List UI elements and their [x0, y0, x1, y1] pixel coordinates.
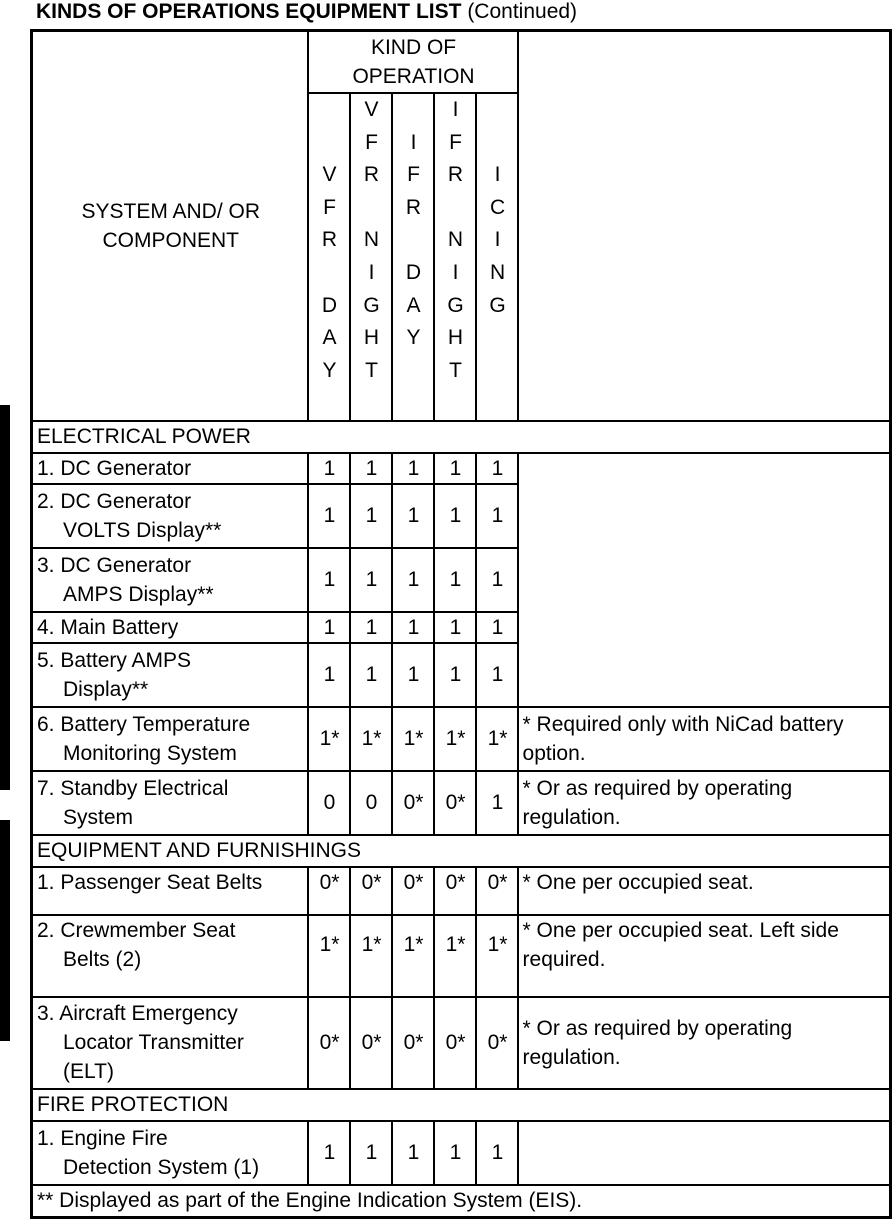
- value-cell: 1*: [308, 915, 350, 997]
- remark-cell: * Required only with NiCad battery option.: [518, 707, 891, 771]
- item-label: 7. Standby Electrical System: [32, 771, 308, 835]
- footnote-row: [32, 1185, 891, 1218]
- item-label: 2. Crewmember Seat Belts (2): [32, 915, 308, 997]
- system-header-line: COMPONENT: [102, 228, 239, 252]
- value-cell: 1*: [434, 707, 476, 771]
- value-cell: 1*: [476, 707, 518, 771]
- value-cell: 1: [350, 484, 392, 548]
- value-cell: 1*: [392, 707, 434, 771]
- system-header-line: SYSTEM AND/ OR: [81, 199, 261, 223]
- equipment-table: [30, 29, 892, 1219]
- item-label: 4. Main Battery: [32, 612, 308, 643]
- section-electrical-power: ELECTRICAL POWER: [32, 421, 891, 453]
- value-cell: 0*: [350, 867, 392, 915]
- footnote: ** Displayed as part of the Engine Indication System (EIS).: [32, 1185, 891, 1218]
- item-label: 3. DC Generator AMPS Display**: [32, 548, 308, 612]
- section-equipment-furnishings: EQUIPMENT AND FURNISHINGS: [32, 835, 891, 867]
- value-cell: 1*: [476, 915, 518, 997]
- value-cell: 0*: [434, 997, 476, 1089]
- column-ifr-night: I F R N I G H T: [434, 93, 476, 421]
- value-cell: 0*: [308, 997, 350, 1089]
- value-cell: 1: [308, 612, 350, 643]
- remark-cell: * One per occupied seat.: [518, 867, 891, 915]
- page-title: [36, 0, 577, 26]
- value-cell: 0*: [476, 997, 518, 1089]
- item-label: 1. Engine Fire Detection System (1): [32, 1121, 308, 1185]
- value-cell: 1: [392, 548, 434, 612]
- column-vfr-day: V F R D A Y: [308, 93, 350, 421]
- value-cell: 1: [476, 643, 518, 707]
- remark-cell: * Or as required by operating regulation.: [518, 771, 891, 835]
- value-cell: 1: [476, 548, 518, 612]
- value-cell: 1: [392, 484, 434, 548]
- section-row: [32, 835, 891, 867]
- value-cell: 0: [350, 771, 392, 835]
- table-row: [32, 997, 891, 1089]
- revision-bar: [0, 405, 10, 790]
- value-cell: 1: [308, 1121, 350, 1185]
- value-cell: 1: [434, 453, 476, 484]
- item-label: 1. DC Generator: [32, 453, 308, 484]
- remark-cell: [518, 453, 891, 707]
- value-cell: 1: [350, 643, 392, 707]
- title-main: KINDS OF OPERATIONS EQUIPMENT LIST: [36, 0, 462, 23]
- item-label: 6. Battery Temperature Monitoring System: [32, 707, 308, 771]
- table-row: [32, 707, 891, 771]
- column-ifr-day: I F R D A Y: [392, 93, 434, 421]
- table-row: [32, 1121, 891, 1185]
- item-label: 5. Battery AMPS Display**: [32, 643, 308, 707]
- value-cell: 0*: [476, 867, 518, 915]
- value-cell: 1*: [350, 915, 392, 997]
- value-cell: 1: [476, 453, 518, 484]
- value-cell: 1: [392, 453, 434, 484]
- value-cell: 1: [434, 1121, 476, 1185]
- value-cell: 1: [434, 484, 476, 548]
- value-cell: 0*: [434, 867, 476, 915]
- section-row: [32, 421, 891, 453]
- value-cell: 0*: [392, 997, 434, 1089]
- table-row: [32, 453, 891, 484]
- kind-header-line: OPERATION: [352, 65, 475, 88]
- remarks-header: [518, 31, 891, 421]
- value-cell: 0*: [392, 867, 434, 915]
- value-cell: 1: [308, 643, 350, 707]
- value-cell: 0: [308, 771, 350, 835]
- kind-of-operation-header: [308, 31, 518, 94]
- value-cell: 0*: [308, 867, 350, 915]
- value-cell: 0*: [392, 771, 434, 835]
- table-row: [32, 771, 891, 835]
- value-cell: 1*: [434, 915, 476, 997]
- value-cell: 1: [476, 612, 518, 643]
- remark-cell: * One per occupied seat. Left side required.: [518, 915, 891, 997]
- value-cell: 1: [392, 1121, 434, 1185]
- value-cell: 1*: [308, 707, 350, 771]
- value-cell: 1: [308, 548, 350, 612]
- value-cell: 1: [434, 643, 476, 707]
- value-cell: 1: [392, 643, 434, 707]
- title-continued: (Continued): [467, 0, 578, 23]
- value-cell: 1: [350, 453, 392, 484]
- kind-header-line: KIND OF: [370, 36, 457, 59]
- value-cell: 1: [476, 1121, 518, 1185]
- header-row: [32, 31, 891, 94]
- revision-bar: [0, 820, 10, 1041]
- value-cell: 1: [308, 484, 350, 548]
- remark-cell: * Or as required by operating regulation.: [518, 997, 891, 1089]
- value-cell: 1: [434, 548, 476, 612]
- value-cell: 1: [308, 453, 350, 484]
- column-icing: I C I N G: [476, 93, 518, 421]
- item-label: 3. Aircraft Emergency Locator Transmitter (ELT): [32, 997, 308, 1089]
- section-row: [32, 1089, 891, 1121]
- table-row: [32, 915, 891, 997]
- value-cell: 1: [350, 1121, 392, 1185]
- value-cell: 0*: [434, 771, 476, 835]
- value-cell: 1: [350, 548, 392, 612]
- value-cell: 1: [476, 484, 518, 548]
- table-row: [32, 867, 891, 915]
- value-cell: 1*: [392, 915, 434, 997]
- value-cell: 1: [392, 612, 434, 643]
- value-cell: 1: [350, 612, 392, 643]
- value-cell: 1: [434, 612, 476, 643]
- item-label: 1. Passenger Seat Belts: [32, 867, 308, 915]
- value-cell: 1*: [350, 707, 392, 771]
- remark-cell: [518, 1121, 891, 1185]
- value-cell: 0*: [350, 997, 392, 1089]
- system-component-header: [32, 31, 308, 421]
- section-fire-protection: FIRE PROTECTION: [32, 1089, 891, 1121]
- column-vfr-night: V F R N I G H T: [350, 93, 392, 421]
- item-label: 2. DC Generator VOLTS Display**: [32, 484, 308, 548]
- value-cell: 1: [476, 771, 518, 835]
